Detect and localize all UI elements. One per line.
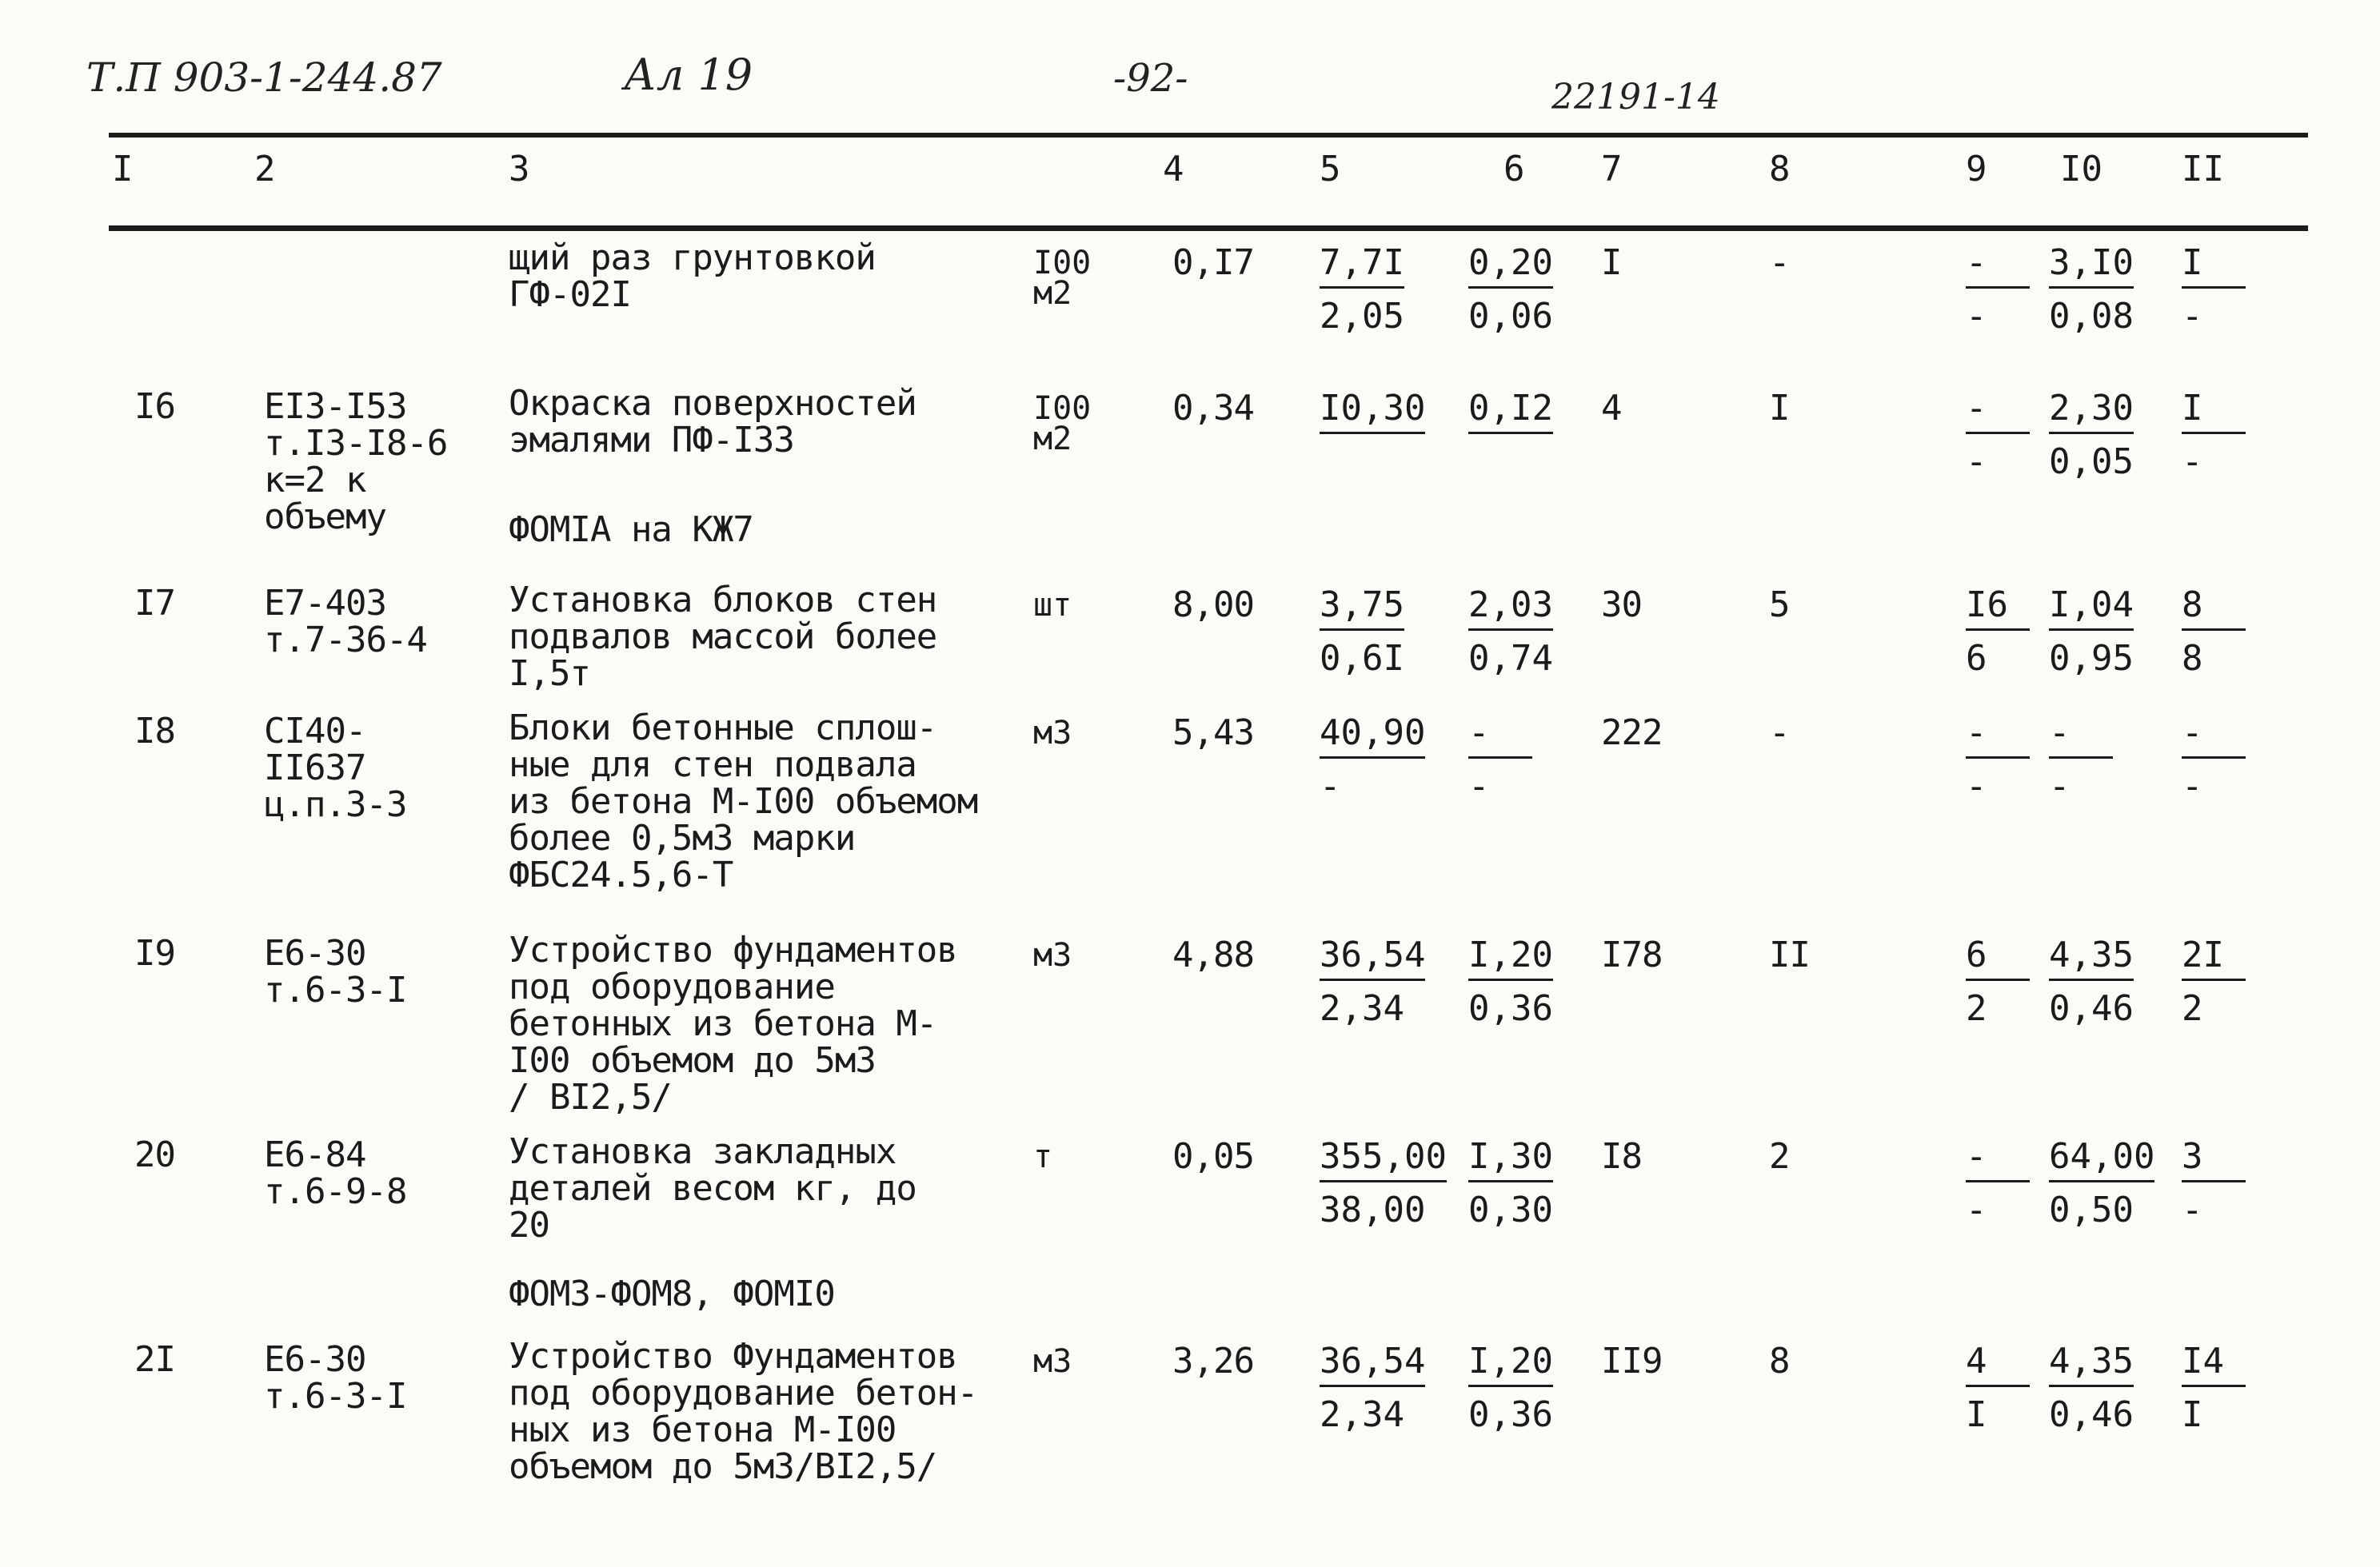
cost-col-5-numerator: 7,7I xyxy=(1320,245,1404,289)
cost-col-5-numerator: I0,30 xyxy=(1320,390,1425,434)
labor-col-11-denominator: I xyxy=(2182,1394,2203,1435)
labor-col-10 xyxy=(2049,584,2134,679)
norm-code: E6-30 т.6-3-I xyxy=(264,1339,407,1417)
cost-col-6-denominator: - xyxy=(1468,766,1490,807)
labor-col-10-denominator: - xyxy=(2049,766,2071,807)
labor-col-10-denominator: 0,46 xyxy=(2049,988,2134,1029)
total-col-8: 8 xyxy=(1769,1341,1790,1382)
column-header-2: 2 xyxy=(254,149,276,189)
labor-col-11-numerator: I xyxy=(2182,245,2246,289)
labor-col-9-numerator: - xyxy=(1966,1138,2030,1182)
total-col-8: - xyxy=(1769,242,1790,283)
total-col-7: 30 xyxy=(1601,584,1642,625)
labor-col-9-numerator: - xyxy=(1966,390,2030,434)
cost-col-6 xyxy=(1468,1343,1553,1433)
unit-of-measure: I00 м2 xyxy=(1033,245,1092,312)
labor-col-11-numerator: 8 xyxy=(2182,587,2246,631)
labor-col-11-denominator: - xyxy=(2182,766,2203,807)
labor-col-11-denominator: - xyxy=(2182,296,2203,337)
labor-col-9-denominator: - xyxy=(1966,1190,1987,1230)
column-header-9: 9 xyxy=(1966,149,1987,189)
album-number: Ал 19 xyxy=(624,50,753,100)
row-number: I8 xyxy=(134,711,175,752)
cost-col-5 xyxy=(1320,712,1426,807)
labor-col-11-denominator: 8 xyxy=(2182,638,2203,679)
cost-col-5 xyxy=(1320,937,1425,1027)
column-header-8: 8 xyxy=(1769,149,1791,189)
unit-of-measure: шт xyxy=(1033,587,1072,624)
labor-col-9-numerator: - xyxy=(1966,245,2030,289)
labor-col-10-denominator: 0,95 xyxy=(2049,638,2134,679)
labor-col-10-denominator: 0,50 xyxy=(2049,1190,2134,1230)
labor-col-10 xyxy=(2049,390,2134,480)
work-description: Установка закладных деталей весом кг, до 20 xyxy=(509,1131,916,1246)
row-number: I6 xyxy=(134,386,175,427)
labor-col-11-denominator: 2 xyxy=(2182,988,2203,1029)
column-header-5: 5 xyxy=(1320,149,1341,189)
total-col-7: I8 xyxy=(1601,1136,1642,1177)
labor-col-9 xyxy=(1966,1138,2030,1229)
cost-col-5 xyxy=(1320,390,1425,434)
labor-col-9-numerator: 4 xyxy=(1966,1343,2030,1387)
work-description: Установка блоков стен подвалов массой более I,5т xyxy=(509,580,937,694)
labor-col-9-numerator: 6 xyxy=(1966,937,2030,981)
cost-col-6-numerator: I,30 xyxy=(1468,1138,1553,1182)
labor-col-9 xyxy=(1966,390,2030,480)
cost-col-6 xyxy=(1468,242,1553,337)
labor-col-9 xyxy=(1966,1343,2030,1433)
norm-code: E6-84 т.6-9-8 xyxy=(264,1134,407,1212)
labor-col-9-denominator: - xyxy=(1966,441,1987,482)
work-description: Устройство Фундаментов под оборудование бетон- ных из бетона М-I00 объемом до 5м3/BI2,5/ xyxy=(509,1336,978,1487)
work-description: Окраска поверхностей эмалями ПФ-I33 xyxy=(509,383,916,461)
column-header-6: 6 xyxy=(1503,149,1525,189)
total-col-8: II xyxy=(1769,935,1810,975)
cost-col-5 xyxy=(1320,1138,1447,1229)
cost-col-6-denominator: 0,74 xyxy=(1468,638,1553,679)
quantity: 3,26 xyxy=(1172,1341,1254,1382)
norm-code: E6-30 т.6-3-I xyxy=(264,933,407,1011)
labor-col-10-numerator: I,04 xyxy=(2049,587,2134,631)
labor-col-10-denominator: 0,05 xyxy=(2049,441,2134,482)
labor-col-9 xyxy=(1966,584,2030,679)
labor-col-10 xyxy=(2049,1138,2154,1229)
row-number: I7 xyxy=(134,583,175,624)
labor-col-10-numerator: 64,00 xyxy=(2049,1138,2154,1182)
labor-col-11 xyxy=(2182,937,2246,1027)
cost-col-6-numerator: I,20 xyxy=(1468,937,1553,981)
cost-col-5-numerator: 355,00 xyxy=(1320,1138,1447,1182)
labor-col-11-numerator: I xyxy=(2182,390,2246,434)
drawing-reference: ФОМIА на КЖ7 xyxy=(509,509,753,550)
labor-col-9-numerator: - xyxy=(1966,715,2030,759)
labor-col-11-numerator: I4 xyxy=(2182,1343,2246,1387)
labor-col-9 xyxy=(1966,712,2030,807)
total-col-7: I78 xyxy=(1601,935,1663,975)
labor-col-9-denominator: - xyxy=(1966,766,1987,807)
drawing-reference: ФОМ3-ФОМ8, ФОМI0 xyxy=(509,1274,835,1314)
quantity: 0,05 xyxy=(1172,1136,1254,1177)
labor-col-11 xyxy=(2182,242,2246,337)
labor-col-10-numerator: 2,30 xyxy=(2049,390,2134,434)
norm-code: CI40- II637 ц.п.3-3 xyxy=(264,711,407,825)
labor-col-11 xyxy=(2182,712,2246,807)
labor-col-11 xyxy=(2182,1343,2246,1433)
doc-code: 22191-14 xyxy=(1551,77,1720,118)
cost-col-5-denominator: - xyxy=(1320,766,1341,807)
cost-col-5-denominator: 2,34 xyxy=(1320,1394,1404,1435)
cost-col-5 xyxy=(1320,584,1404,679)
labor-col-11-numerator: - xyxy=(2182,715,2246,759)
cost-col-6-denominator: 0,36 xyxy=(1468,1394,1553,1435)
cost-col-5-numerator: 40,90 xyxy=(1320,715,1425,759)
labor-col-11-denominator: - xyxy=(2182,441,2203,482)
column-header-7: 7 xyxy=(1601,149,1623,189)
column-header-4: 4 xyxy=(1163,149,1184,189)
cost-col-5 xyxy=(1320,242,1404,337)
quantity: 0,I7 xyxy=(1172,242,1254,283)
cost-col-6-numerator: 2,03 xyxy=(1468,587,1553,631)
norm-code: E7-403 т.7-36-4 xyxy=(264,583,427,660)
cost-col-6 xyxy=(1468,712,1532,807)
row-number: I9 xyxy=(134,933,175,974)
cost-col-5-numerator: 3,75 xyxy=(1320,587,1404,631)
total-col-8: I xyxy=(1769,388,1790,429)
cost-col-5 xyxy=(1320,1343,1425,1433)
quantity: 4,88 xyxy=(1172,935,1254,975)
cost-col-5-numerator: 36,54 xyxy=(1320,1343,1425,1387)
labor-col-10 xyxy=(2049,242,2134,337)
unit-of-measure: м3 xyxy=(1033,1343,1072,1380)
quantity: 5,43 xyxy=(1172,712,1254,753)
cost-col-5-denominator: 0,6I xyxy=(1320,638,1404,679)
row-number: 20 xyxy=(134,1134,175,1175)
norm-code: EI3-I53 т.I3-I8-6 к=2 к объему xyxy=(264,386,448,537)
cost-col-6 xyxy=(1468,1138,1553,1229)
unit-of-measure: м3 xyxy=(1033,715,1072,752)
cost-col-6-numerator: - xyxy=(1468,715,1532,759)
column-header-10: I0 xyxy=(2060,149,2102,189)
labor-col-9-denominator: 2 xyxy=(1966,988,1987,1029)
unit-of-measure: т xyxy=(1033,1138,1053,1175)
labor-col-10 xyxy=(2049,937,2134,1027)
labor-col-9-denominator: - xyxy=(1966,296,1987,337)
labor-col-9 xyxy=(1966,937,2030,1027)
work-description: Блоки бетонные сплош- ные для стен подвала из бетона М-I00 объемом более 0,5м3 марки ФБС24.5,6-Т xyxy=(509,708,978,895)
top-rule xyxy=(109,133,2308,138)
cost-col-6 xyxy=(1468,937,1553,1027)
labor-col-11-numerator: 3 xyxy=(2182,1138,2246,1182)
quantity: 8,00 xyxy=(1172,584,1254,625)
total-col-8: - xyxy=(1769,712,1790,753)
cost-col-6 xyxy=(1468,584,1553,679)
labor-col-9-denominator: 6 xyxy=(1966,638,1987,679)
cost-col-6-denominator: 0,30 xyxy=(1468,1190,1553,1230)
header-bottom-rule xyxy=(109,225,2308,231)
labor-col-11 xyxy=(2182,390,2246,480)
cost-col-6-denominator: 0,06 xyxy=(1468,296,1553,337)
total-col-7: 222 xyxy=(1601,712,1663,753)
column-header-3: 3 xyxy=(509,149,530,189)
labor-col-9 xyxy=(1966,242,2030,337)
quantity: 0,34 xyxy=(1172,388,1254,429)
doc-designation: Т.П 903-1-244.87 xyxy=(86,54,442,101)
cost-col-6-denominator: 0,36 xyxy=(1468,988,1553,1029)
labor-col-9-numerator: I6 xyxy=(1966,587,2030,631)
labor-col-10 xyxy=(2049,712,2113,807)
labor-col-10-numerator: - xyxy=(2049,715,2113,759)
cost-col-5-denominator: 2,34 xyxy=(1320,988,1404,1029)
column-header-11: II xyxy=(2182,149,2224,189)
work-description: щий раз грунтовкой ГФ-02I xyxy=(509,237,876,315)
labor-col-9-denominator: I xyxy=(1966,1394,1987,1435)
page-number: -92- xyxy=(1113,56,1188,101)
labor-col-11-numerator: 2I xyxy=(2182,937,2246,981)
cost-col-6-numerator: 0,20 xyxy=(1468,245,1553,289)
cost-col-5-denominator: 38,00 xyxy=(1320,1190,1426,1230)
labor-col-11 xyxy=(2182,1138,2246,1229)
labor-col-11 xyxy=(2182,584,2246,679)
labor-col-10-numerator: 3,I0 xyxy=(2049,245,2134,289)
work-description: Устройство фундаментов под оборудование бетонных из бетона М- I00 объемом до 5м3 / BI2,5/ xyxy=(509,930,957,1118)
total-col-7: I xyxy=(1601,242,1622,283)
total-col-8: 5 xyxy=(1769,584,1790,625)
row-number: 2I xyxy=(134,1339,175,1380)
labor-col-11-denominator: - xyxy=(2182,1190,2203,1230)
cost-col-6 xyxy=(1468,390,1553,434)
labor-col-10-numerator: 4,35 xyxy=(2049,1343,2134,1387)
labor-col-10 xyxy=(2049,1343,2134,1433)
labor-col-10-numerator: 4,35 xyxy=(2049,937,2134,981)
total-col-7: II9 xyxy=(1601,1341,1663,1382)
column-header-1: I xyxy=(112,149,134,189)
cost-col-5-numerator: 36,54 xyxy=(1320,937,1425,981)
unit-of-measure: I00 м2 xyxy=(1033,390,1092,457)
labor-col-10-denominator: 0,46 xyxy=(2049,1394,2134,1435)
total-col-8: 2 xyxy=(1769,1136,1790,1177)
cost-col-5-denominator: 2,05 xyxy=(1320,296,1404,337)
unit-of-measure: м3 xyxy=(1033,937,1072,974)
total-col-7: 4 xyxy=(1601,388,1622,429)
cost-col-6-numerator: I,20 xyxy=(1468,1343,1553,1387)
labor-col-10-denominator: 0,08 xyxy=(2049,296,2134,337)
cost-col-6-numerator: 0,I2 xyxy=(1468,390,1553,434)
